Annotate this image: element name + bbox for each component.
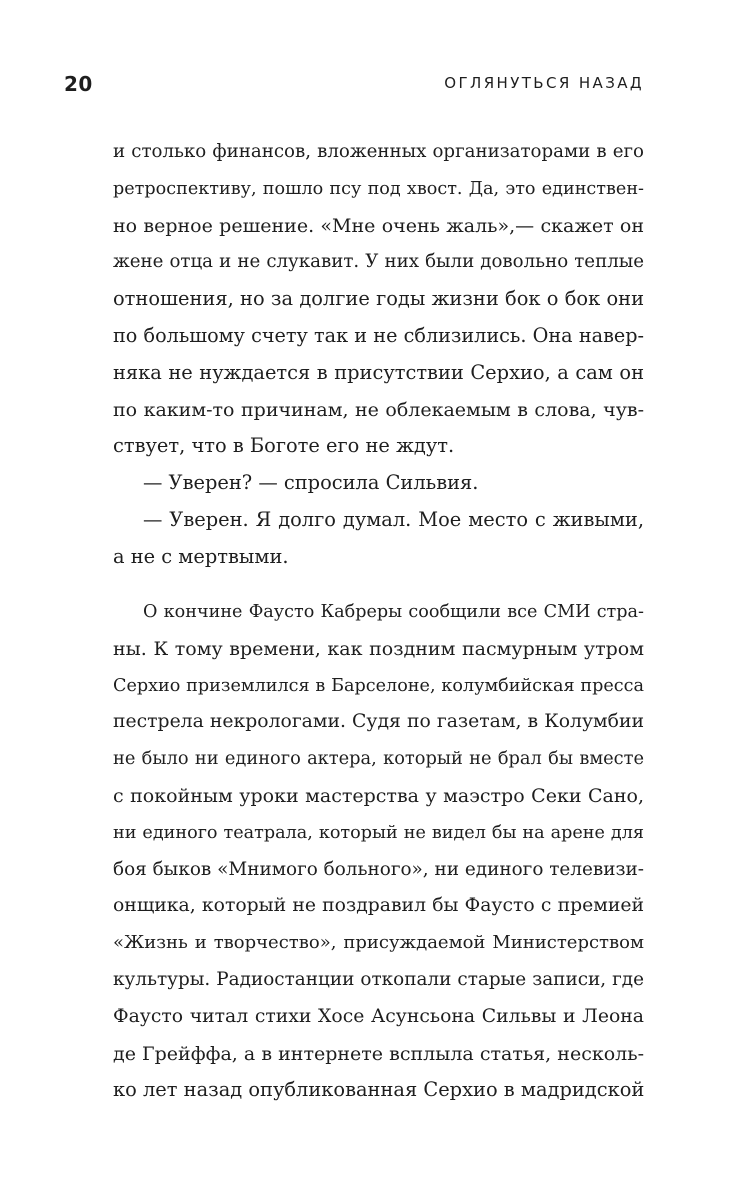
text-line: пестрела некрологами. Судя по газетам, в Колумбии (113, 711, 644, 733)
text-line: по каким-то причинам, не облекаемым в слова, чув- (113, 398, 644, 421)
text-line: не было ни единого актера, который не брал бы вместе (113, 748, 644, 770)
paragraph-1 (113, 134, 644, 465)
text-line: но верное решение. «Мне очень жаль»,— скажет он (113, 214, 644, 237)
text-line: по большому счету так и не сблизились. Она навер- (113, 323, 644, 347)
text-line: культуры. Радиостанции откопали старые записи, где (113, 968, 644, 990)
text-line: няка не нуждается в присутствии Серхио, а сам он (113, 360, 644, 384)
text-line: жене отца и не слукавит. У них были довольно теплые (113, 251, 644, 273)
dialogue (113, 465, 644, 575)
text-line: онщика, который не поздравил бы Фаусто с премией (113, 895, 644, 917)
text-line: с покойным уроки мастерства у маэстро Секи Сано, (113, 784, 644, 807)
text-line: ко лет назад опубликованная Серхио в мадридской (113, 1078, 645, 1102)
text-line: отношения, но за долгие годы жизни бок о бок они (113, 287, 644, 311)
text-line: и столько финансов, вложенных организаторами в его (113, 141, 644, 162)
text-line: ствует, что в Боготе его не ждут. (113, 434, 455, 458)
text-line: О кончине Фаусто Кабреры сообщили все СМИ стра- (143, 602, 644, 622)
text-line: Фаусто читал стихи Хосе Асунсьона Сильвы и Леона (113, 1005, 644, 1027)
text-line: ретроспективу, пошло псу под хвост. Да, это единствен- (113, 178, 644, 199)
page-number: 20 (64, 72, 93, 96)
text-line: боя быков «Мнимого больного», ни единого телевизи- (113, 858, 644, 880)
dialogue-line: — Уверен? — спросила Сильвия. (143, 471, 479, 495)
running-head: ОГЛЯНУТЬСЯ НАЗАД (444, 74, 644, 92)
paragraph-2 (113, 594, 644, 1109)
dialogue-line: а не с мертвыми. (113, 544, 289, 568)
dialogue-line: — Уверен. Я долго думал. Мое место с живыми, (143, 507, 644, 531)
text-line: де Грейффа, а в интернете всплыла статья, несколь- (113, 1042, 644, 1065)
text-line: Серхио приземлился в Барселоне, колумбийская пресса (113, 675, 644, 696)
text-line: ни единого театрала, который не видел бы на арене для (113, 822, 644, 843)
text-line: «Жизнь и творчество», присуждаемой Министерством (113, 932, 644, 954)
text-block-top (113, 134, 644, 576)
text-line: ны. К тому времени, как поздним пасмурным утром (113, 637, 644, 660)
